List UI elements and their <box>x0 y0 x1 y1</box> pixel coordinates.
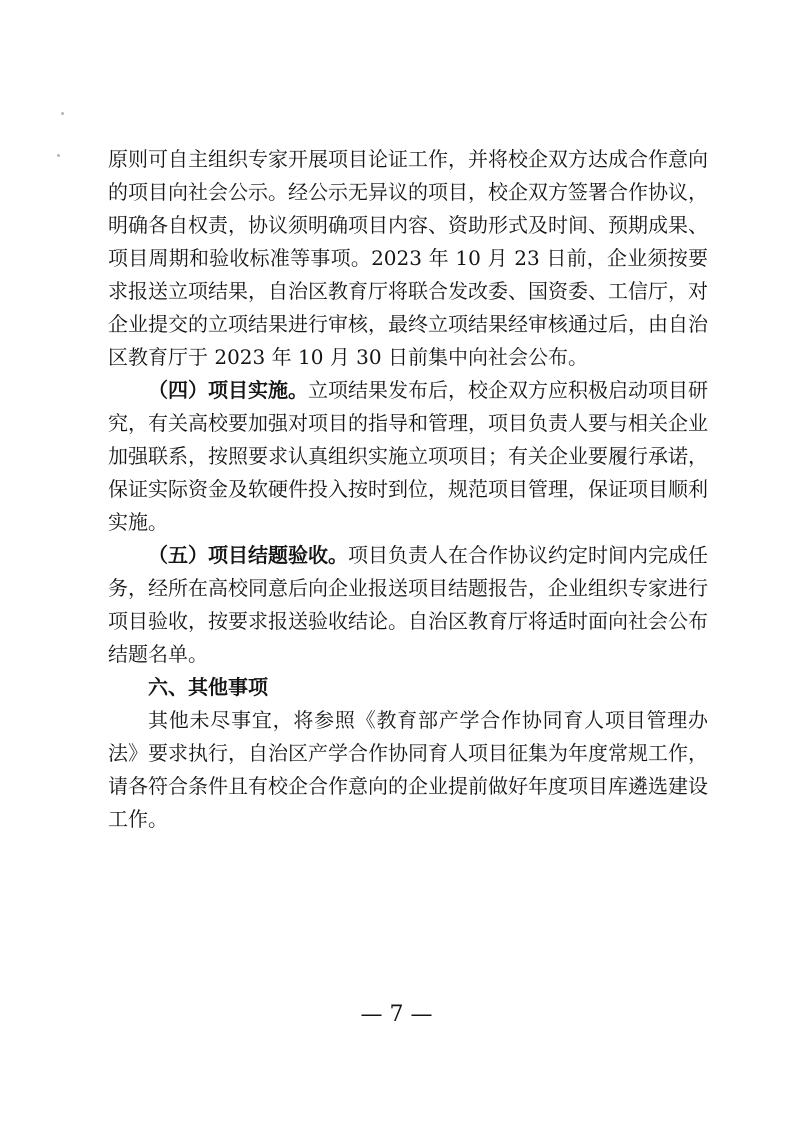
paragraph-other-matters: 其他未尽事宜，将参照《教育部产学合作协同育人项目管理办法》要求执行，自治区产学合作协同育人项目征集为年度常规工作，请各符合条件且有校企合作意向的企业提前做好年度项目库遴选建设工作。 <box>108 708 708 831</box>
scan-speck <box>61 112 64 115</box>
paragraph-project-acceptance <box>108 539 708 671</box>
paragraph-text: 立项结果发布后，校企双方应积极启动项目研究，有关高校要加强对项目的指导和管理，项目负责人要与相关企业加强联系，按照要求认真组织实施立项项目；有关企业要履行承诺，保证实际资金及软硬件投入按时到位，规范项目管理，保证项目顺利实施。 <box>108 378 708 534</box>
page-number: — 7 — <box>360 1002 433 1027</box>
section-heading-other-matters: 六、其他事项 <box>148 675 268 699</box>
section-lead-implementation: （四）项目实施。 <box>148 378 308 402</box>
paragraph-text: 项目负责人在合作协议约定时间内完成任务，经所在高校同意后向企业报送项目结题报告，企业组织专家进行项目验收，按要求报送验收结论。自治区教育厅将适时面向社会公布结题名单。 <box>108 543 708 666</box>
document-body <box>108 143 708 836</box>
section-lead-acceptance: （五）项目结题验收。 <box>148 543 348 567</box>
paragraph-project-establishment: 原则可自主组织专家开展项目论证工作，并将校企双方达成合作意向的项目向社会公示。经公示无异议的项目，校企双方签署合作协议，明确各自权责，协议须明确项目内容、资助形式及时间、预期成果、项目周期和验收标准等事项。2023 年 10 月 23 日前，企业须按要求报送立项结果，自治区教育厅将联合发改委、国资委、工信厅，对企业提交的立项结果进行审核，最终立项结果经审核通过后，由自治区教育厅于 2023 年 10 月 30 日前集中向社会公布。 <box>108 147 708 369</box>
scan-speck <box>57 154 60 157</box>
paragraph-project-implementation <box>108 374 708 539</box>
